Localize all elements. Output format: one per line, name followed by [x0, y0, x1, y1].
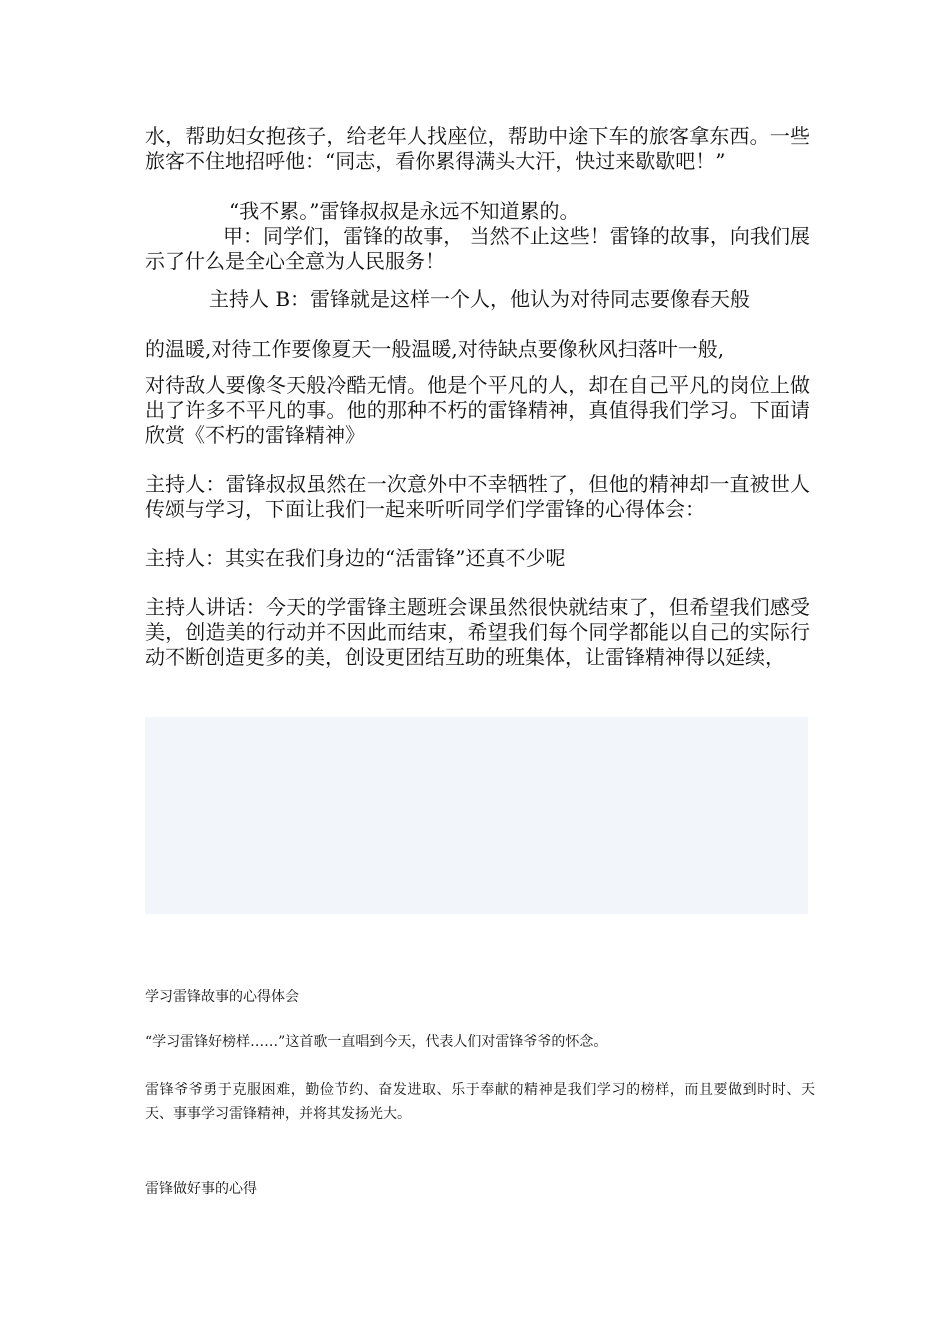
- paragraph-host-living-leifeng: 主持人：其实在我们身边的“活雷锋”还真不少呢: [145, 546, 566, 570]
- image-placeholder: [145, 717, 808, 914]
- paragraph-not-tired: “我不累。”雷锋叔叔是永远不知道累的。: [229, 199, 580, 223]
- paragraph-song-memory: “学习雷锋好榜样……”这首歌一直唱到今天，代表人们对雷锋爷爷的怀念。: [145, 1034, 608, 1050]
- paragraph-host-b: 主持人 B：雷锋就是这样一个人，他认为对待同志要像春天般: [209, 287, 751, 311]
- paragraph-host-sacrifice: 主持人：雷锋叔叔虽然在一次意外中不幸牺牲了，但他的精神却一直被世人传颂与学习，下面让我们一起来听听同学们学雷锋的心得体会：: [145, 472, 810, 521]
- section-heading-story-reflection: 学习雷锋故事的心得体会: [145, 989, 299, 1005]
- paragraph-helping-passengers: 水，帮助妇女抱孩子，给老年人找座位，帮助中途下车的旅客拿东西。一些旅客不住地招呼他：“同志，看你累得满头大汗，快过来歇歇吧！”: [145, 124, 810, 173]
- paragraph-role-model: 雷锋爷爷勇于克服困难，勤俭节约、奋发进取、乐于奉献的精神是我们学习的榜样，而且要做到时时、天天、事事学习雷锋精神，并将其发扬光大。: [145, 1082, 815, 1122]
- section-heading-good-deeds: 雷锋做好事的心得: [145, 1181, 257, 1197]
- paragraph-host-closing-speech: 主持人讲话：今天的学雷锋主题班会课虽然很快就结束了，但希望我们感受美，创造美的行动并不因此而结束，希望我们每个同学都能以自己的实际行动不断创造更多的美，创设更团结互助的班集体，让雷锋精神得以延续，: [145, 595, 810, 669]
- paragraph-seasons: 的温暖,对待工作要像夏天一般温暖,对待缺点要像秋风扫落叶一般,: [145, 337, 725, 361]
- paragraph-ordinary-person: 对待敌人要像冬天般冷酷无情。他是个平凡的人，却在自己平凡的岗位上做出了许多不平凡的事。他的那种不朽的雷锋精神，真值得我们学习。下面请欣赏《不朽的雷锋精神》: [145, 373, 810, 447]
- paragraph-speaker-jia: 甲：同学们，雷锋的故事， 当然不止这些！雷锋的故事，向我们展示了什么是全心全意为人民服务！: [145, 224, 810, 273]
